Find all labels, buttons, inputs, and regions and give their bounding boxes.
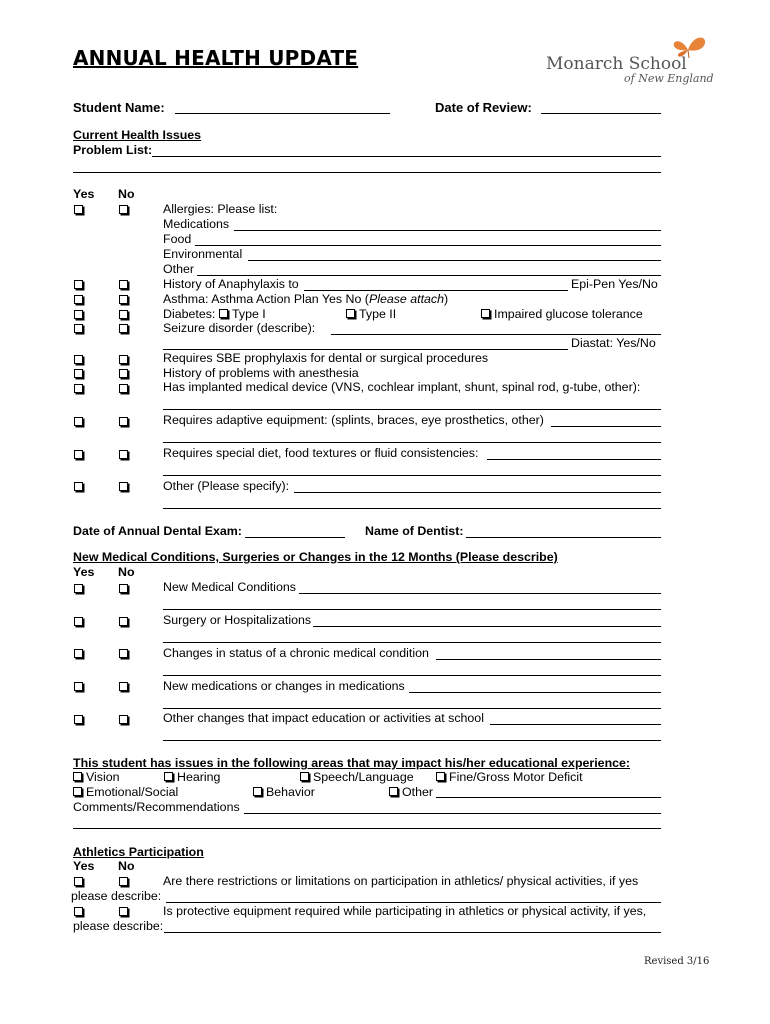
other-specify-no-checkbox[interactable] [119, 482, 128, 491]
problem-list-label: Problem List: [73, 143, 153, 157]
restrictions-no-checkbox[interactable] [119, 877, 128, 886]
sbe-yes-checkbox[interactable] [74, 355, 83, 364]
food-label: Food [163, 232, 192, 246]
epipen-label: Epi-Pen Yes/No [571, 277, 658, 291]
diabetes-yes-checkbox[interactable] [74, 310, 83, 319]
other-specify-label: Other (Please specify): [163, 479, 290, 493]
athletics-no-header: No [118, 859, 135, 873]
implant-field[interactable] [163, 409, 661, 410]
new-no-header: No [118, 565, 135, 579]
type2-checkbox[interactable] [346, 309, 355, 318]
equipment-label: Is protective equipment required while participating in athletics or physical activity, if yes, [163, 904, 647, 918]
diabetes-no-checkbox[interactable] [119, 310, 128, 319]
emotional-option[interactable]: Emotional/Social [73, 785, 178, 799]
anesthesia-yes-checkbox[interactable] [74, 369, 83, 378]
seizure-label: Seizure disorder (describe): [163, 321, 316, 335]
new-meds-label: New medications or changes in medications [163, 679, 405, 693]
diabetes-label: Diabetes: [163, 307, 216, 321]
emotional-checkbox[interactable] [73, 787, 82, 796]
anaphylaxis-field[interactable] [304, 290, 568, 291]
adaptive-field[interactable] [551, 426, 661, 427]
surgery-yes-checkbox[interactable] [74, 617, 83, 626]
anaphylaxis-label: History of Anaphylaxis to [163, 277, 299, 291]
surgery-field[interactable] [313, 626, 661, 627]
diastat-label: Diastat: Yes/No [571, 336, 656, 350]
seizure-no-checkbox[interactable] [119, 324, 128, 333]
adaptive-label: Requires adaptive equipment: (splints, braces, eye prosthetics, other) [163, 413, 544, 427]
student-name-field[interactable] [175, 113, 390, 114]
other-changes-field[interactable] [490, 724, 661, 725]
other-allergy-field[interactable] [197, 275, 661, 276]
new-conditions-yes-checkbox[interactable] [74, 584, 83, 593]
no-header: No [118, 187, 135, 201]
new-conditions-no-checkbox[interactable] [119, 584, 128, 593]
restrictions-describe-field[interactable] [166, 902, 661, 903]
impaired-glucose-checkbox[interactable] [481, 309, 490, 318]
page-title: ANNUAL HEALTH UPDATE [73, 46, 359, 70]
diet-field[interactable] [487, 459, 661, 460]
diet-yes-checkbox[interactable] [74, 450, 83, 459]
motor-option[interactable]: Fine/Gross Motor Deficit [436, 770, 583, 784]
date-of-review-field[interactable] [541, 113, 661, 114]
allergies-no-checkbox[interactable] [119, 205, 128, 214]
anesthesia-no-checkbox[interactable] [119, 369, 128, 378]
date-of-review-label: Date of Review: [435, 100, 532, 115]
behavior-option[interactable]: Behavior [253, 785, 315, 799]
adaptive-field-2[interactable] [163, 442, 661, 443]
logo-subtitle: of New England [624, 72, 714, 85]
other-area-checkbox[interactable] [389, 787, 398, 796]
dentist-name-field[interactable] [466, 537, 661, 538]
asthma-label: Asthma: Asthma Action Plan Yes No (Please attach) [163, 292, 449, 306]
environmental-field[interactable] [248, 260, 661, 261]
speech-option[interactable]: Speech/Language [300, 770, 414, 784]
anesthesia-label: History of problems with anesthesia [163, 366, 359, 380]
other-changes-label: Other changes that impact education or activities at school [163, 711, 484, 725]
chronic-field-2[interactable] [163, 675, 661, 676]
medications-field[interactable] [234, 230, 661, 231]
chronic-no-checkbox[interactable] [119, 649, 128, 658]
dental-exam-label: Date of Annual Dental Exam: [73, 524, 242, 538]
revised-note: Revised 3/16 [644, 956, 710, 967]
adaptive-no-checkbox[interactable] [119, 417, 128, 426]
seizure-field[interactable] [331, 334, 661, 335]
new-meds-no-checkbox[interactable] [119, 682, 128, 691]
other-specify-field[interactable] [294, 492, 661, 493]
new-yes-header: Yes [73, 565, 95, 579]
asthma-no-checkbox[interactable] [119, 295, 128, 304]
allergies-yes-checkbox[interactable] [74, 205, 83, 214]
medications-label: Medications [163, 217, 230, 231]
behavior-checkbox[interactable] [253, 787, 262, 796]
surgery-label: Surgery or Hospitalizations [163, 613, 312, 627]
anaphylaxis-no-checkbox[interactable] [119, 280, 128, 289]
vision-option[interactable]: Vision [73, 770, 120, 784]
athletics-yes-header: Yes [73, 859, 95, 873]
chronic-field[interactable] [436, 659, 661, 660]
comments-label: Comments/Recommendations [73, 800, 240, 814]
student-name-label: Student Name: [73, 100, 165, 115]
implant-yes-checkbox[interactable] [74, 384, 83, 393]
equipment-describe-field[interactable] [164, 932, 661, 933]
implant-no-checkbox[interactable] [119, 384, 128, 393]
diet-no-checkbox[interactable] [119, 450, 128, 459]
logo-name: Monarch School [546, 54, 687, 74]
chronic-yes-checkbox[interactable] [74, 649, 83, 658]
other-specify-field-2[interactable] [163, 508, 661, 509]
asthma-yes-checkbox[interactable] [74, 295, 83, 304]
dentist-name-label: Name of Dentist: [365, 524, 464, 538]
new-meds-yes-checkbox[interactable] [74, 682, 83, 691]
new-conditions-field-2[interactable] [163, 609, 661, 610]
equipment-yes-checkbox[interactable] [74, 907, 83, 916]
type2-option[interactable]: Type II [346, 307, 396, 321]
diet-field-2[interactable] [163, 475, 661, 476]
speech-checkbox[interactable] [300, 772, 309, 781]
equipment-describe-label: please describe: [73, 919, 164, 933]
seizure-yes-checkbox[interactable] [74, 324, 83, 333]
seizure-field-2[interactable] [163, 349, 568, 350]
food-field[interactable] [195, 245, 661, 246]
other-allergy-label: Other [163, 262, 194, 276]
implant-label: Has implanted medical device (VNS, cochlear implant, shunt, spinal rod, g-tube, other): [163, 380, 641, 394]
sbe-label: Requires SBE prophylaxis for dental or surgical procedures [163, 351, 489, 365]
restrictions-describe-label: please describe: [71, 889, 162, 903]
other-area-field[interactable] [436, 797, 661, 798]
motor-checkbox[interactable] [436, 772, 445, 781]
adaptive-yes-checkbox[interactable] [74, 417, 83, 426]
new-meds-field-2[interactable] [163, 708, 661, 709]
hearing-option[interactable]: Hearing [164, 770, 220, 784]
new-conditions-heading: New Medical Conditions, Surgeries or Changes in the 12 Months (Please describe) [73, 550, 558, 564]
anaphylaxis-yes-checkbox[interactable] [74, 280, 83, 289]
other-changes-no-checkbox[interactable] [119, 715, 128, 724]
areas-heading: This student has issues in the following areas that may impact his/her educational experience: [73, 756, 631, 770]
other-changes-yes-checkbox[interactable] [74, 715, 83, 724]
surgery-no-checkbox[interactable] [119, 617, 128, 626]
other-specify-yes-checkbox[interactable] [74, 482, 83, 491]
type1-checkbox[interactable] [219, 309, 228, 318]
yes-header: Yes [73, 187, 95, 201]
restrictions-label: Are there restrictions or limitations on participation in athletics/ physical activities, if yes [163, 874, 639, 888]
hearing-checkbox[interactable] [164, 772, 173, 781]
environmental-label: Environmental [163, 247, 243, 261]
problem-list-field-2[interactable] [73, 172, 661, 173]
new-conditions-field[interactable] [299, 593, 661, 594]
other-changes-field-2[interactable] [163, 740, 661, 741]
type1-option[interactable]: Type I [219, 307, 266, 321]
comments-field[interactable] [244, 813, 661, 814]
chronic-label: Changes in status of a chronic medical condition [163, 646, 429, 660]
allergies-label: Allergies: Please list: [163, 202, 278, 216]
comments-field-2[interactable] [73, 828, 661, 829]
new-meds-field[interactable] [409, 692, 661, 693]
equipment-no-checkbox[interactable] [119, 907, 128, 916]
dental-exam-field[interactable] [245, 537, 345, 538]
sbe-no-checkbox[interactable] [119, 355, 128, 364]
other-area-option[interactable]: Other [389, 785, 433, 799]
problem-list-field[interactable] [152, 156, 661, 157]
current-health-heading: Current Health Issues [73, 128, 202, 142]
surgery-field-2[interactable] [163, 642, 661, 643]
diet-label: Requires special diet, food textures or fluid consistencies: [163, 446, 479, 460]
vision-checkbox[interactable] [73, 772, 82, 781]
athletics-heading: Athletics Participation [73, 845, 204, 859]
impaired-glucose-option[interactable]: Impaired glucose tolerance [481, 307, 643, 321]
restrictions-yes-checkbox[interactable] [74, 877, 83, 886]
new-conditions-label: New Medical Conditions [163, 580, 296, 594]
